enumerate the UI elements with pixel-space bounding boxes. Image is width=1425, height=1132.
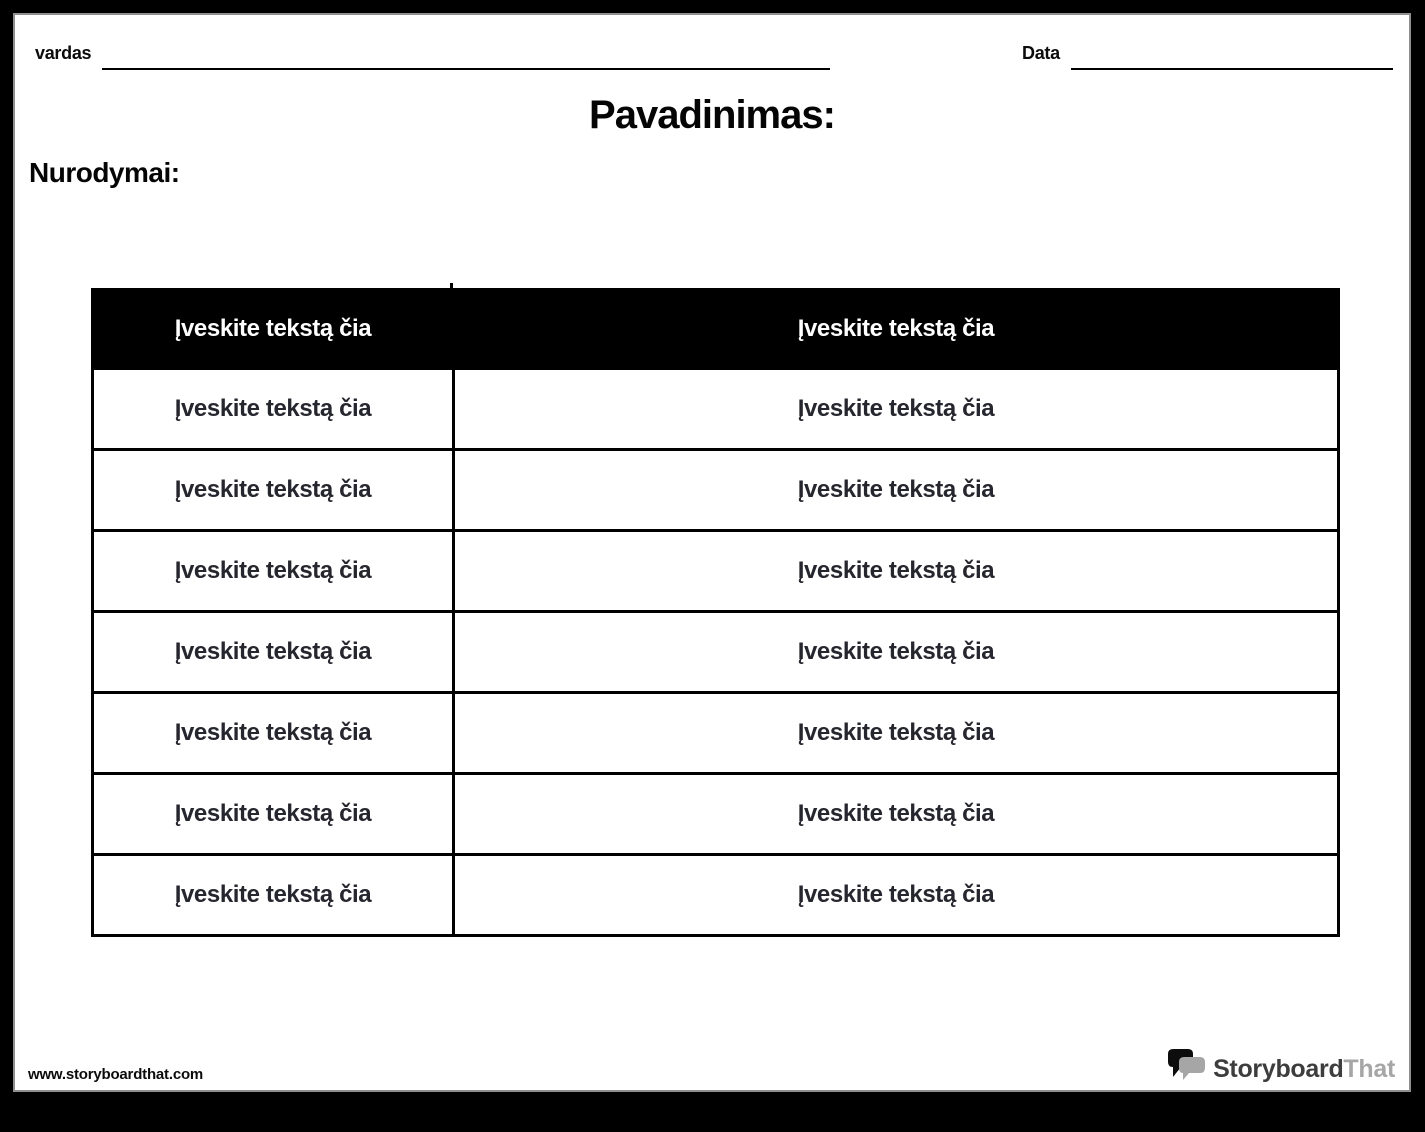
table-row bbox=[93, 693, 1339, 774]
worksheet-table-wrap bbox=[91, 288, 1340, 937]
table-cell-left[interactable]: Įveskite tekstą čia bbox=[93, 369, 454, 450]
table-cell-left[interactable]: Įveskite tekstą čia bbox=[93, 450, 454, 531]
table-cell-right[interactable]: Įveskite tekstą čia bbox=[454, 855, 1339, 936]
table-row bbox=[93, 450, 1339, 531]
logo-text bbox=[1213, 1055, 1395, 1084]
table-cell-right[interactable]: Įveskite tekstą čia bbox=[454, 774, 1339, 855]
table-header-row bbox=[93, 290, 1339, 369]
table-row bbox=[93, 531, 1339, 612]
speech-bubbles-icon bbox=[1167, 1048, 1207, 1091]
table-row bbox=[93, 774, 1339, 855]
date-label: Data bbox=[1022, 43, 1060, 63]
table-cell-right[interactable]: Įveskite tekstą čia bbox=[454, 693, 1339, 774]
logo-text-secondary: That bbox=[1343, 1055, 1395, 1083]
date-blank-line[interactable] bbox=[1071, 44, 1393, 70]
table-cell-left[interactable]: Įveskite tekstą čia bbox=[93, 531, 454, 612]
page-title: Pavadinimas: bbox=[589, 93, 835, 137]
table-cell-left[interactable]: Įveskite tekstą čia bbox=[93, 855, 454, 936]
table-cell-left[interactable]: Įveskite tekstą čia bbox=[93, 612, 454, 693]
table-cell-right[interactable]: Įveskite tekstą čia bbox=[454, 531, 1339, 612]
table-cell-right[interactable]: Įveskite tekstą čia bbox=[454, 612, 1339, 693]
name-label: vardas bbox=[35, 43, 92, 63]
table-row bbox=[93, 612, 1339, 693]
date-field bbox=[1022, 39, 1393, 68]
logo-text-primary: Storyboard bbox=[1213, 1055, 1344, 1083]
instructions-label: Nurodymai: bbox=[29, 157, 180, 188]
table-cell-right[interactable]: Įveskite tekstą čia bbox=[454, 369, 1339, 450]
table-cell-left[interactable]: Įveskite tekstą čia bbox=[93, 693, 454, 774]
worksheet-table bbox=[91, 288, 1340, 937]
footer-url: www.storyboardthat.com bbox=[28, 1066, 204, 1083]
name-blank-line[interactable] bbox=[102, 44, 830, 70]
table-cell-left[interactable]: Įveskite tekstą čia bbox=[93, 774, 454, 855]
name-field bbox=[35, 39, 830, 68]
table-row bbox=[93, 369, 1339, 450]
table-header-cell-left[interactable]: Įveskite tekstą čia bbox=[93, 290, 454, 369]
worksheet-page bbox=[13, 13, 1411, 1092]
table-body bbox=[93, 369, 1339, 936]
table-row bbox=[93, 855, 1339, 936]
table-cell-right[interactable]: Įveskite tekstą čia bbox=[454, 450, 1339, 531]
storyboardthat-logo bbox=[1167, 1048, 1395, 1091]
table-header-cell-right[interactable]: Įveskite tekstą čia bbox=[454, 290, 1339, 369]
